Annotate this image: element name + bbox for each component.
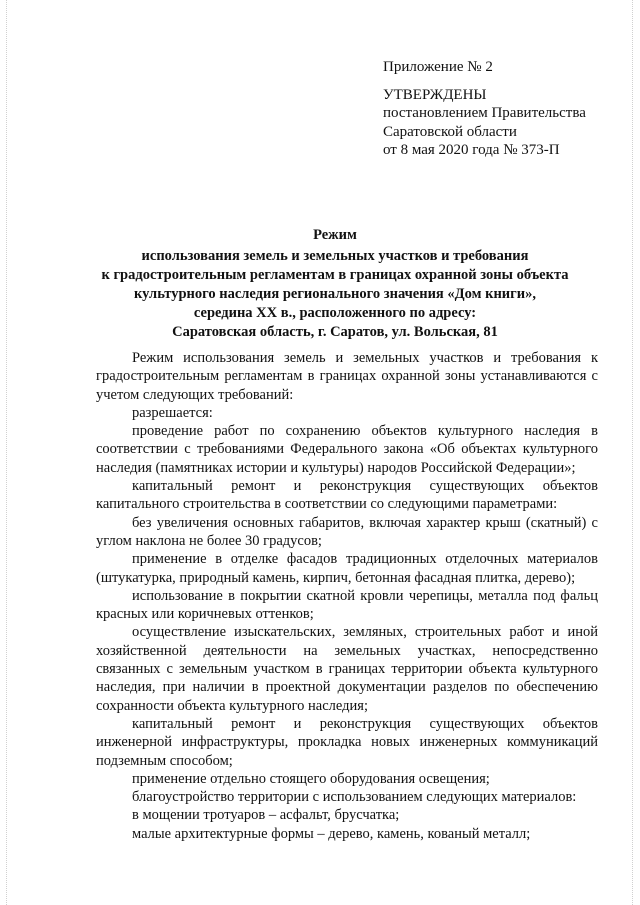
document-body — [96, 349, 598, 843]
title-line-3: культурного наследия регионального значения «Дом книги», — [134, 286, 536, 302]
title-line-1: использования земель и земельных участков и требования — [141, 248, 529, 264]
title-line-4: середина XX в., расположенного по адресу: — [193, 305, 477, 321]
body-paragraph: малые архитектурные формы – дерево, камень, кованый металл; — [132, 825, 531, 842]
right-scan-border — [632, 0, 634, 905]
approval-line-1: постановлением Правительства — [383, 105, 586, 121]
body-paragraph: применение в отделке фасадов традиционных отделочных материалов (штукатурка, природный камень, кирпич, бетонная фасадная плитка, дерево); — [96, 551, 598, 586]
left-scan-border — [6, 0, 8, 905]
body-paragraph: осуществление изыскательских, земляных, строительных работ и иной хозяйственной деятельности на земельных участках, непосредственно связанных с земельным участком в границах территории объекта культурного наследия, при наличии в проектной документации разделов по обеспечению сохранности объекта культурного наследия; — [96, 624, 598, 714]
appendix-number: Приложение № 2 — [383, 59, 493, 75]
body-paragraph: разрешается: — [132, 404, 213, 421]
approval-header — [383, 58, 586, 160]
title-heading: Режим — [313, 227, 357, 243]
body-paragraph: использование в покрытии скатной кровли черепицы, металла под фальц красных или коричневых оттенков; — [96, 587, 598, 623]
document-title — [60, 226, 610, 342]
approval-line-2: Саратовской области — [383, 123, 517, 140]
header-spacer — [383, 77, 586, 86]
body-paragraph: без увеличения основных габаритов, включая характер крыш (скатный) с углом наклона не более 30 градусов; — [96, 514, 598, 549]
body-paragraph: капитальный ремонт и реконструкция существующих объектов капитального строительства в соответствии со следующими параметрами: — [96, 478, 598, 513]
approved-label: УТВЕРЖДЕНЫ — [383, 86, 487, 103]
body-paragraph: проведение работ по сохранению объектов культурного наследия в соответствии с требованиями Федерального закона «Об объектах культурного наследия (памятниках истории и культуры) народов Российской Федерации»; — [96, 423, 598, 476]
title-line-5: Саратовская область, г. Саратов, ул. Вольская, 81 — [172, 324, 498, 340]
body-paragraph: в мощении тротуаров – асфальт, брусчатка; — [132, 807, 400, 824]
body-paragraph: благоустройство территории с использованием следующих материалов: — [132, 789, 577, 806]
body-paragraph: Режим использования земель и земельных участков и требования к градостроительным регламентам в границах охранной зоны устанавливаются с учетом следующих требований: — [96, 350, 598, 403]
body-paragraph: капитальный ремонт и реконструкция существующих объектов инженерной инфраструктуры, прокладка новых инженерных коммуникаций подземным способом; — [96, 715, 598, 769]
approval-line-3: от 8 мая 2020 года № 373-П — [383, 142, 560, 158]
body-paragraph: применение отдельно стоящего оборудования освещения; — [132, 770, 490, 787]
title-line-2: к градостроительным регламентам в границах охранной зоны объекта — [101, 267, 569, 283]
